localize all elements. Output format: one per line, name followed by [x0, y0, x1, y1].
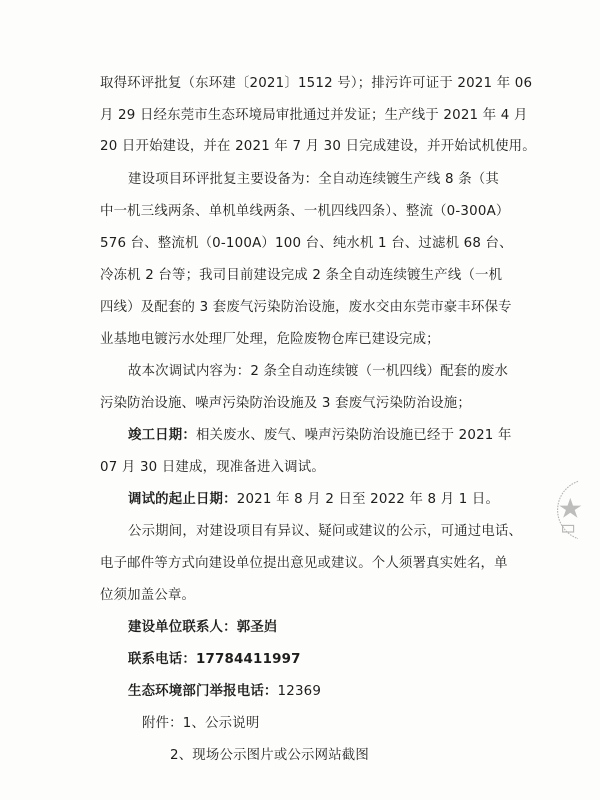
completion-line-2: 07 月 30 日建成，现准备进入调试。: [100, 460, 325, 475]
paragraph-1-line-1: 取得环评批复（东环建〔2021〕1512 号）；排污许可证于 2021 年 06: [100, 76, 533, 91]
company-seal-icon: [556, 450, 600, 570]
publicity-line-2: 电子邮件等方式向建设单位提出意见或建议。个人须署真实姓名，单: [100, 556, 508, 571]
paragraph-2-line-3: 576 台、整流机（0-100A）100 台、纯水机 1 台、过滤机 68 台、: [100, 236, 513, 251]
report-phone-value: 12369: [277, 684, 322, 699]
attachment-1: 附件：1、公示说明: [142, 716, 260, 731]
completion-line-1: [128, 426, 512, 446]
debug-period-value: 2021 年 8 月 2 日至 2022 年 8 月 1 日。: [236, 492, 500, 507]
paragraph-2-line-6: 业基地电镀污水处理厂处理，危险废物仓库已建设完成；: [100, 332, 440, 347]
publicity-line-3: 位须加盖公章。: [100, 588, 196, 603]
debug-period-label: 调试的起止日期：: [128, 492, 237, 507]
paragraph-3-line-2: 污染防治设施、噪声污染防治设施及 3 套废气污染防治设施；: [100, 396, 471, 411]
debug-period-line: [128, 490, 499, 510]
publicity-line-1: 公示期间，对建设项目有异议、疑问或建议的公示，可通过电话、: [128, 524, 523, 539]
paragraph-2-line-4: 冷冻机 2 台等；我司目前建设完成 2 条全自动连续镀生产线（一机: [100, 268, 503, 283]
paragraph-1-line-3: 20 日开始建设，并在 2021 年 7 月 30 日完成建设，并开始试机使用。: [100, 139, 536, 154]
paragraph-3-line-1: 故本次调试内容为：2 条全自动连续镀（一机四线）配套的废水: [128, 364, 509, 379]
report-phone-label: 生态环境部门举报电话：: [128, 684, 278, 699]
attachment-2: 2、现场公示图片或公示网站截图: [170, 748, 369, 763]
completion-label: 竣工日期：: [128, 428, 196, 443]
completion-text-1: 相关废水、废气、噪声污染防治设施已经于 2021 年: [195, 428, 512, 443]
contact-phone: 联系电话：17784411997: [128, 652, 301, 667]
paragraph-1-line-2: 月 29 日经东莞市生态环境局审批通过并发证；生产线于 2021 年 4 月: [100, 108, 528, 123]
contact-person: 建设单位联系人：郭圣岿: [128, 620, 278, 635]
paragraph-2-line-1: 建设项目环评批复主要设备为：全自动连续镀生产线 8 条（其: [128, 172, 499, 187]
paragraph-2-line-5: 四线）及配套的 3 套废气污染防治设施，废水交由东莞市豪丰环保专: [100, 300, 512, 315]
report-phone-line: [128, 682, 321, 702]
paragraph-2-line-2: 中一机三线两条、单机单线两条、一机四线四条）、整流（0-300A）: [100, 204, 510, 219]
